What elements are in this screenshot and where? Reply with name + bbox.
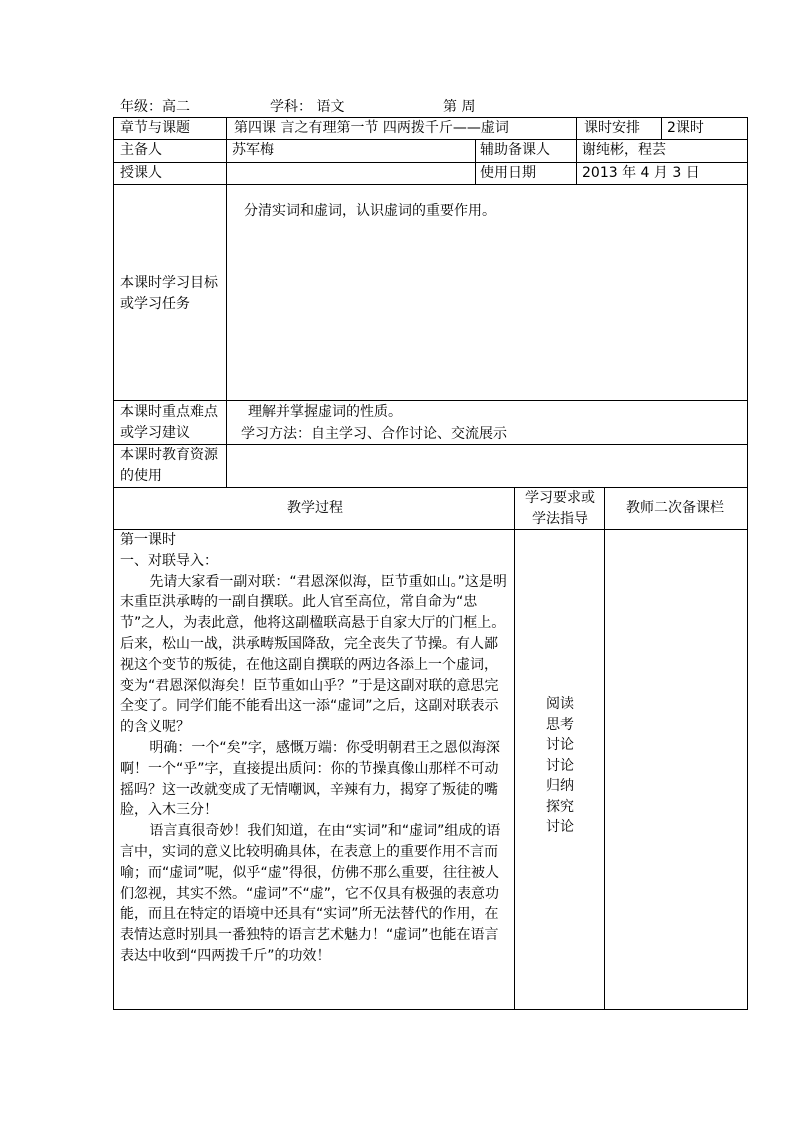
key-line1: 理解并掌握虚词的性质。: [248, 404, 402, 420]
date-label: 使用日期: [480, 165, 536, 181]
goal-value: 分清实词和虚词，认识虚词的重要作用。: [244, 203, 496, 219]
notes-header: 教师二次备课栏: [626, 500, 724, 516]
subject-text: 学科： 语文: [270, 99, 345, 115]
method-item: 阅读: [546, 696, 574, 712]
page-header: [120, 96, 680, 116]
teacher-label: 授课人: [120, 165, 162, 181]
assist-value: 谢纯彬，程芸: [582, 142, 666, 158]
process-header: 教学过程: [287, 500, 343, 516]
method-item: 探究: [546, 798, 574, 815]
paragraph-1: 先请大家看一副对联：“君恩深似海，臣节重如山。”这是明末重臣洪承畴的一副自撰联。此人官至高位，常自命为“忠节”之人，为表此意，他将这副楹联高悬于自家大厅的门框上。后来，松山一战，洪承畴叛国降敌，完全丧失了节操。有人鄙视这个变节的叛徒，在他这副自撰联的两边各添上一个虚词，变为“君恩深似海矣！臣节重如山乎？”于是这副对联的意思完全变了。同学们能不能看出这一添“虚词”之后，这副对联表示的含义呢？: [120, 573, 507, 736]
week-text: 第 周: [443, 99, 476, 115]
hours-value: 2课时: [667, 120, 704, 136]
method-item: 讨论: [546, 737, 574, 753]
method-item: 讨论: [546, 757, 574, 774]
paragraph-3: 语言真很奇妙！我们知道，在由“实词”和“虚词”组成的语言中，实词的意义比较明确具体，在表意上的重要作用不言而喻；而“虚词”呢，似乎“虚”得很，仿佛不那么重要，往往被人们忽视，其实不然。“虚词”不“虚”，它不仅具有极强的表意功能，而且在特定的语境中还具有“实词”所无法替代的作用，在表情达意时别具一番独特的语言艺术魅力！“虚词”也能在语言表达中收到“四两拨千斤”的功效！: [120, 823, 501, 964]
method-item: 思考: [546, 716, 574, 733]
lead-value: 苏军梅: [232, 142, 274, 158]
method-list: [515, 694, 605, 838]
lead-label: 主备人: [120, 142, 162, 158]
period-title: 第一课时: [120, 532, 176, 548]
resource-label: 本课时教育资源的使用: [120, 447, 218, 484]
method-item: 归纳: [546, 778, 574, 794]
key-label: 本课时重点难点或学习建议: [120, 404, 218, 441]
date-value: 2013 年 4 月 3 日: [582, 165, 700, 181]
hours-label: 课时安排: [584, 120, 640, 136]
chapter-value: 第四课 言之有理第一节 四两拨千斤——虚词: [234, 120, 509, 136]
grade-text: 年级：高二: [120, 99, 190, 115]
section-title: 一、对联导入：: [120, 552, 218, 569]
key-line2: 学习方法：自主学习、合作讨论、交流展示: [241, 426, 507, 442]
chapter-label: 章节与课题: [120, 120, 190, 136]
paragraph-2: 明确：一个“矣”字，感慨万端：你受明朝君王之恩似海深啊！一个“乎”字，直接提出质问：你的节操真像山那样不可动摇吗？这一改就变成了无情嘲讽，辛辣有力，揭穿了叛徒的嘴脸，入木三分！: [120, 739, 500, 819]
method-header: 学习要求或学法指导: [525, 490, 595, 527]
method-item: 讨论: [546, 819, 574, 835]
process-body: [120, 530, 510, 967]
goal-label: 本课时学习目标或学习任务: [120, 275, 218, 312]
assist-label: 辅助备课人: [480, 142, 550, 158]
